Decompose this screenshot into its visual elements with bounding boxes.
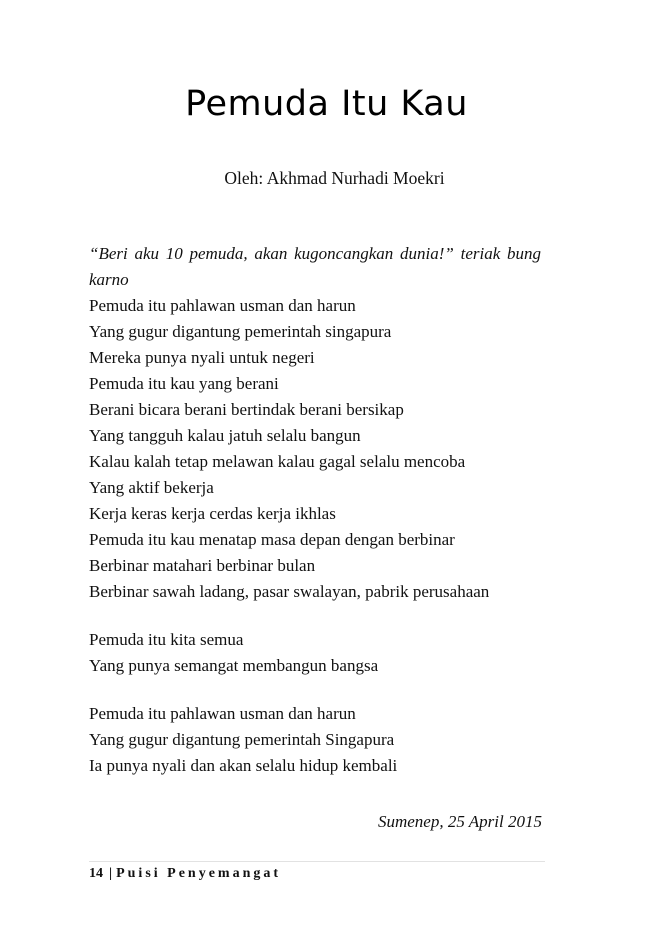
poem-line: Berbinar sawah ladang, pasar swalayan, pabrik perusahaan bbox=[89, 582, 490, 601]
footer-separator: | bbox=[109, 866, 113, 881]
poem-line: Ia punya nyali dan akan selalu hidup kembali bbox=[89, 756, 398, 775]
poem-line: Pemuda itu kita semua bbox=[89, 630, 244, 649]
page-footer bbox=[89, 864, 281, 884]
stanza-3 bbox=[89, 701, 541, 779]
stanza-2 bbox=[89, 627, 541, 679]
poem-line: Berbinar matahari berbinar bulan bbox=[89, 556, 316, 575]
poem-line: Kerja keras kerja cerdas kerja ikhlas bbox=[89, 504, 336, 523]
poem-line: Kalau kalah tetap melawan kalau gagal selalu mencoba bbox=[89, 452, 466, 471]
book-title: Puisi Penyemangat bbox=[116, 866, 282, 881]
poem-line: Yang punya semangat membangun bangsa bbox=[89, 656, 379, 675]
poem-author: Oleh: Akhmad Nurhadi Moekri bbox=[224, 168, 445, 188]
poem-dateline: Sumenep, 25 April 2015 bbox=[377, 812, 542, 831]
poem-body bbox=[89, 241, 541, 779]
footer-divider bbox=[89, 861, 545, 862]
poem-line: Pemuda itu kau menatap masa depan dengan berbinar bbox=[89, 530, 455, 549]
poem-line: Pemuda itu pahlawan usman dan harun bbox=[89, 296, 356, 315]
poem-title: Pemuda Itu Kau bbox=[185, 84, 468, 124]
opening-quote: “Beri aku 10 pemuda, akan kugoncangkan dunia!” teriak bung karno bbox=[89, 244, 541, 289]
poem-line: Berani bicara berani bertindak berani bersikap bbox=[89, 400, 404, 419]
poem-line: Pemuda itu pahlawan usman dan harun bbox=[89, 704, 356, 723]
page-number: 14 bbox=[89, 866, 103, 881]
poem-line: Yang aktif bekerja bbox=[89, 478, 214, 497]
poem-line: Yang tangguh kalau jatuh selalu bangun bbox=[89, 426, 361, 445]
stanza-1 bbox=[89, 293, 541, 605]
poem-line: Pemuda itu kau yang berani bbox=[89, 374, 279, 393]
poem-line: Mereka punya nyali untuk negeri bbox=[89, 348, 315, 367]
poem-line: Yang gugur digantung pemerintah Singapura bbox=[89, 730, 395, 749]
poem-line: Yang gugur digantung pemerintah singapura bbox=[89, 322, 392, 341]
